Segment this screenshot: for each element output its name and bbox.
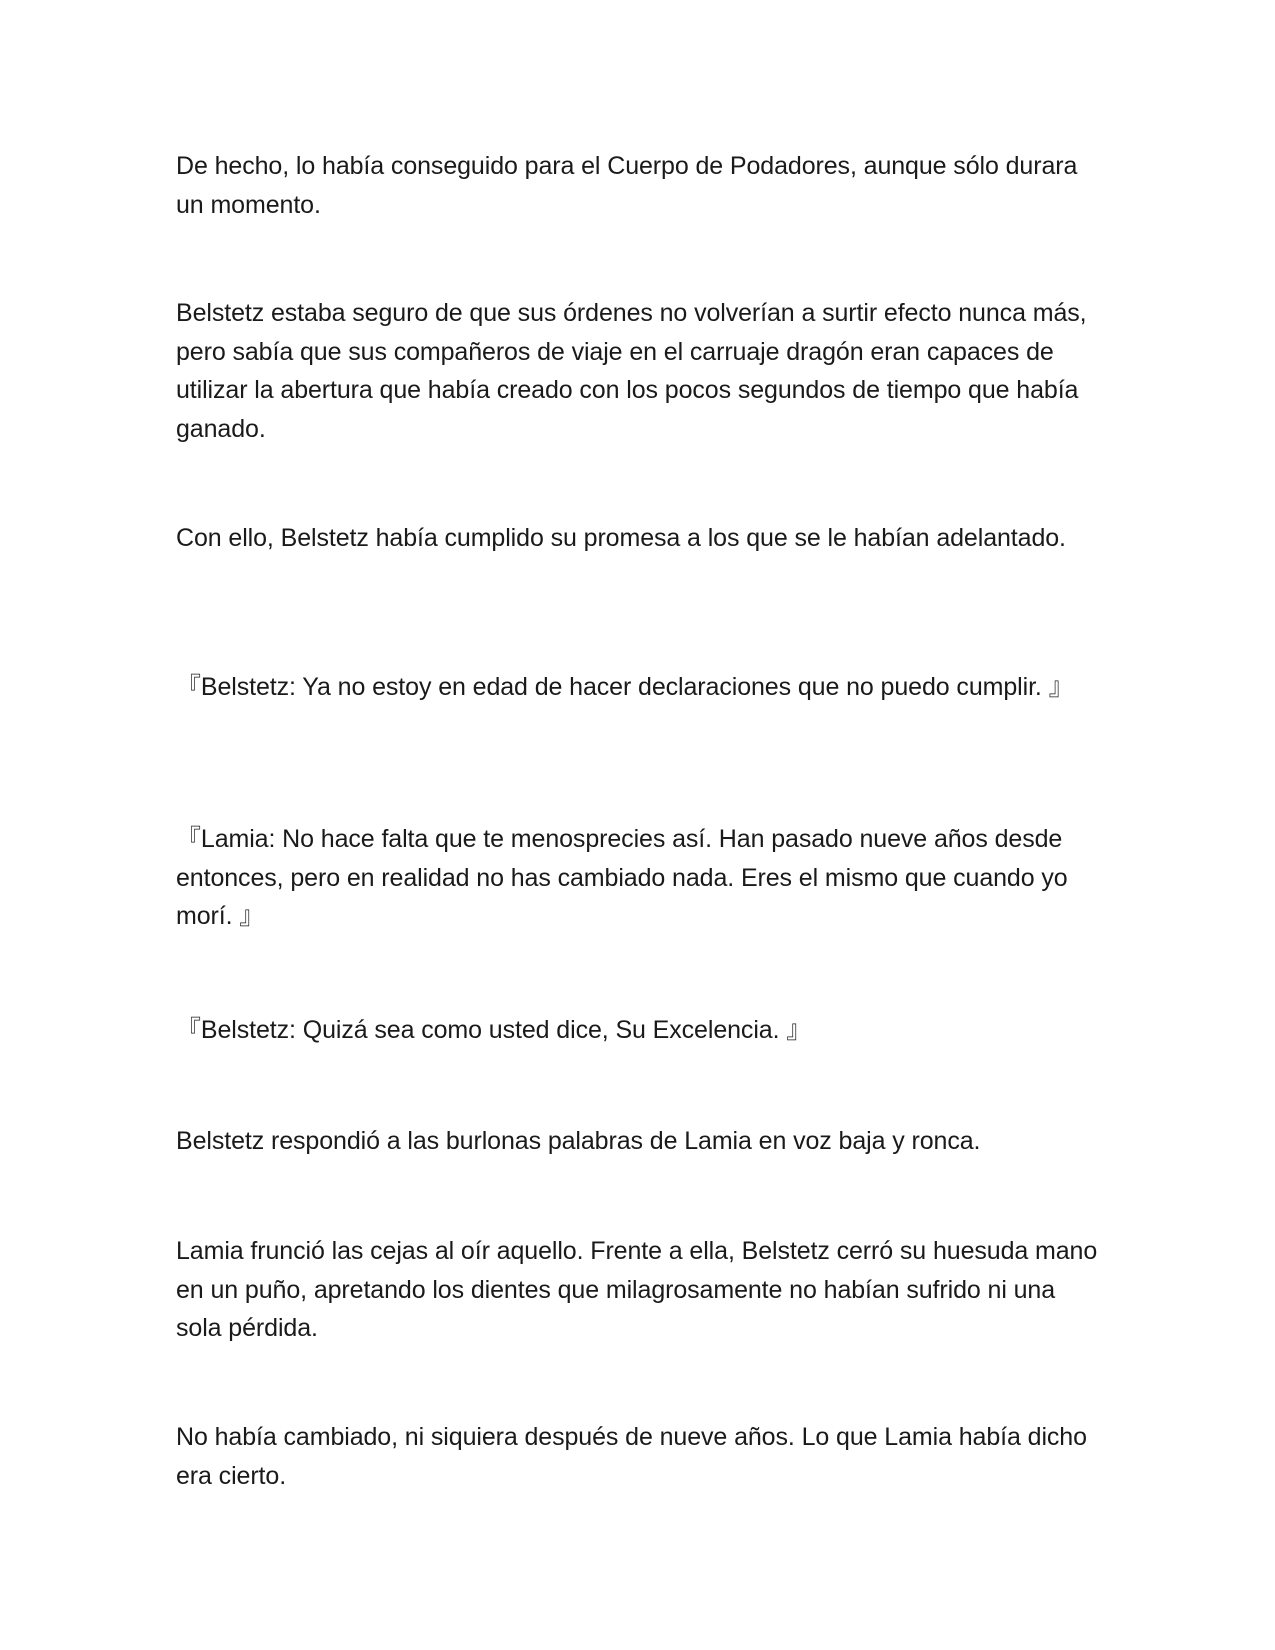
- paragraph-narration: De hecho, lo había conseguido para el Cuerpo de Podadores, aunque sólo durara un momento.: [176, 152, 1078, 219]
- paragraph-narration: Con ello, Belstetz había cumplido su promesa a los que se le habían adelantado.: [176, 524, 1066, 552]
- paragraph-narration: No había cambiado, ni siquiera después de nueve años. Lo que Lamia había dicho era cierto.: [176, 1423, 1087, 1490]
- paragraph-dialogue: 『Lamia: No hace falta que te menosprecies así. Han pasado nueve años desde entonces, pero en realidad no has cambiado nada. Eres el mismo que cuando yo morí. 』: [176, 825, 1068, 930]
- paragraph-narration: Belstetz estaba seguro de que sus órdenes no volverían a surtir efecto nunca más, pero sabía que sus compañeros de viaje en el carruaje dragón eran capaces de utilizar la abertura que había creado con los pocos segundos de tiempo que había ganado.: [176, 299, 1087, 443]
- paragraph-dialogue: 『Belstetz: Ya no estoy en edad de hacer declaraciones que no puedo cumplir. 』: [176, 673, 1074, 701]
- paragraph-narration: Lamia frunció las cejas al oír aquello. Frente a ella, Belstetz cerró su huesuda mano en un puño, apretando los dientes que milagrosamente no habían sufrido ni una sola pérdida.: [176, 1237, 1098, 1342]
- paragraph-narration: Belstetz respondió a las burlonas palabras de Lamia en voz baja y ronca.: [176, 1127, 981, 1155]
- paragraph-dialogue: 『Belstetz: Quizá sea como usted dice, Su Excelencia. 』: [176, 1016, 812, 1044]
